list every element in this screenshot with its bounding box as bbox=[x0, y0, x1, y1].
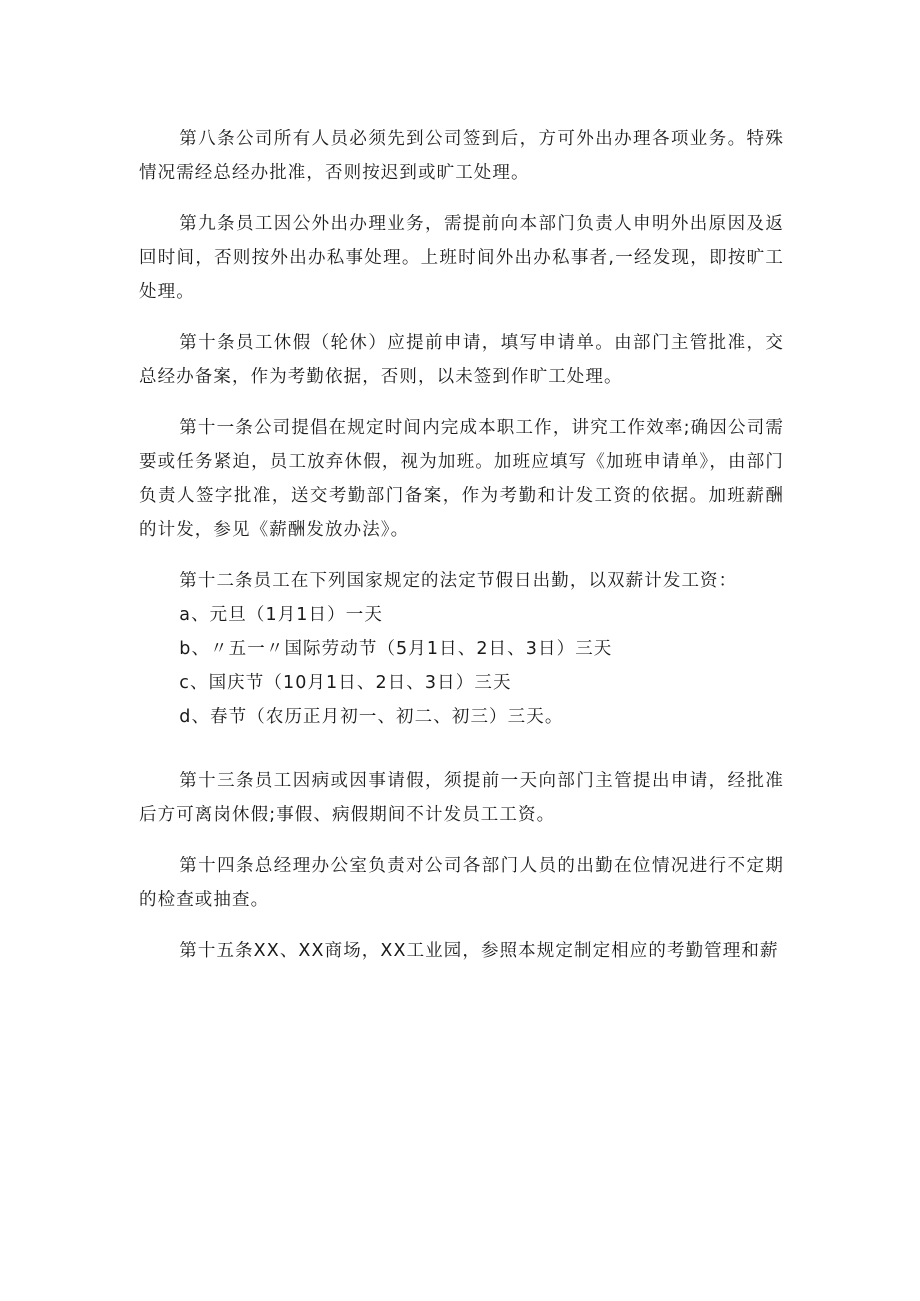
article-15: 第十五条XX、XX商场，XX工业园，参照本规定制定相应的考勤管理和薪 bbox=[179, 941, 779, 961]
holiday-item-new-year: a、元旦（1月1日）一天 bbox=[179, 605, 383, 625]
article-12: 第十二条员工在下列国家规定的法定节假日出勤，以双薪计发工资： bbox=[179, 571, 738, 591]
article-9: 第九条员工因公外出办理业务，需提前向本部门负责人申明外出原因及返回时间，否则按外出办私事处理。上班时间外出办私事者,一经发现，即按旷工处理。 bbox=[139, 214, 784, 302]
article-13: 第十三条员工因病或因事请假，须提前一天向部门主管提出申请，经批准后方可离岗休假;事假、病假期间不计发员工工资。 bbox=[139, 771, 784, 825]
article-14: 第十四条总经理办公室负责对公司各部门人员的出勤在位情况进行不定期的检查或抽查。 bbox=[139, 856, 784, 910]
holiday-list bbox=[139, 598, 784, 734]
holiday-item-national-day: c、国庆节（10月1日、2日、3日）三天 bbox=[179, 673, 512, 693]
article-11: 第十一条公司提倡在规定时间内完成本职工作，讲究工作效率;确因公司需要或任务紧迫，员工放弃休假，视为加班。加班应填写《加班申请单》，由部门负责人签字批准，送交考勤部门备案，作为考勤和计发工资的依据。加班薪酬的计发，参见《薪酬发放办法》。 bbox=[139, 418, 784, 540]
holiday-item-labor-day: b、〃五一〃国际劳动节（5月1日、2日、3日）三天 bbox=[179, 639, 613, 659]
holiday-item-spring-festival: d、春节（农历正月初一、初二、初三）三天。 bbox=[179, 707, 564, 727]
document-body bbox=[139, 122, 784, 968]
article-8: 第八条公司所有人员必须先到公司签到后，方可外出办理各项业务。特殊情况需经总经办批准，否则按迟到或旷工处理。 bbox=[139, 129, 784, 183]
article-10: 第十条员工休假（轮休）应提前申请，填写申请单。由部门主管批准，交总经办备案，作为考勤依据，否则，以未签到作旷工处理。 bbox=[139, 333, 784, 387]
